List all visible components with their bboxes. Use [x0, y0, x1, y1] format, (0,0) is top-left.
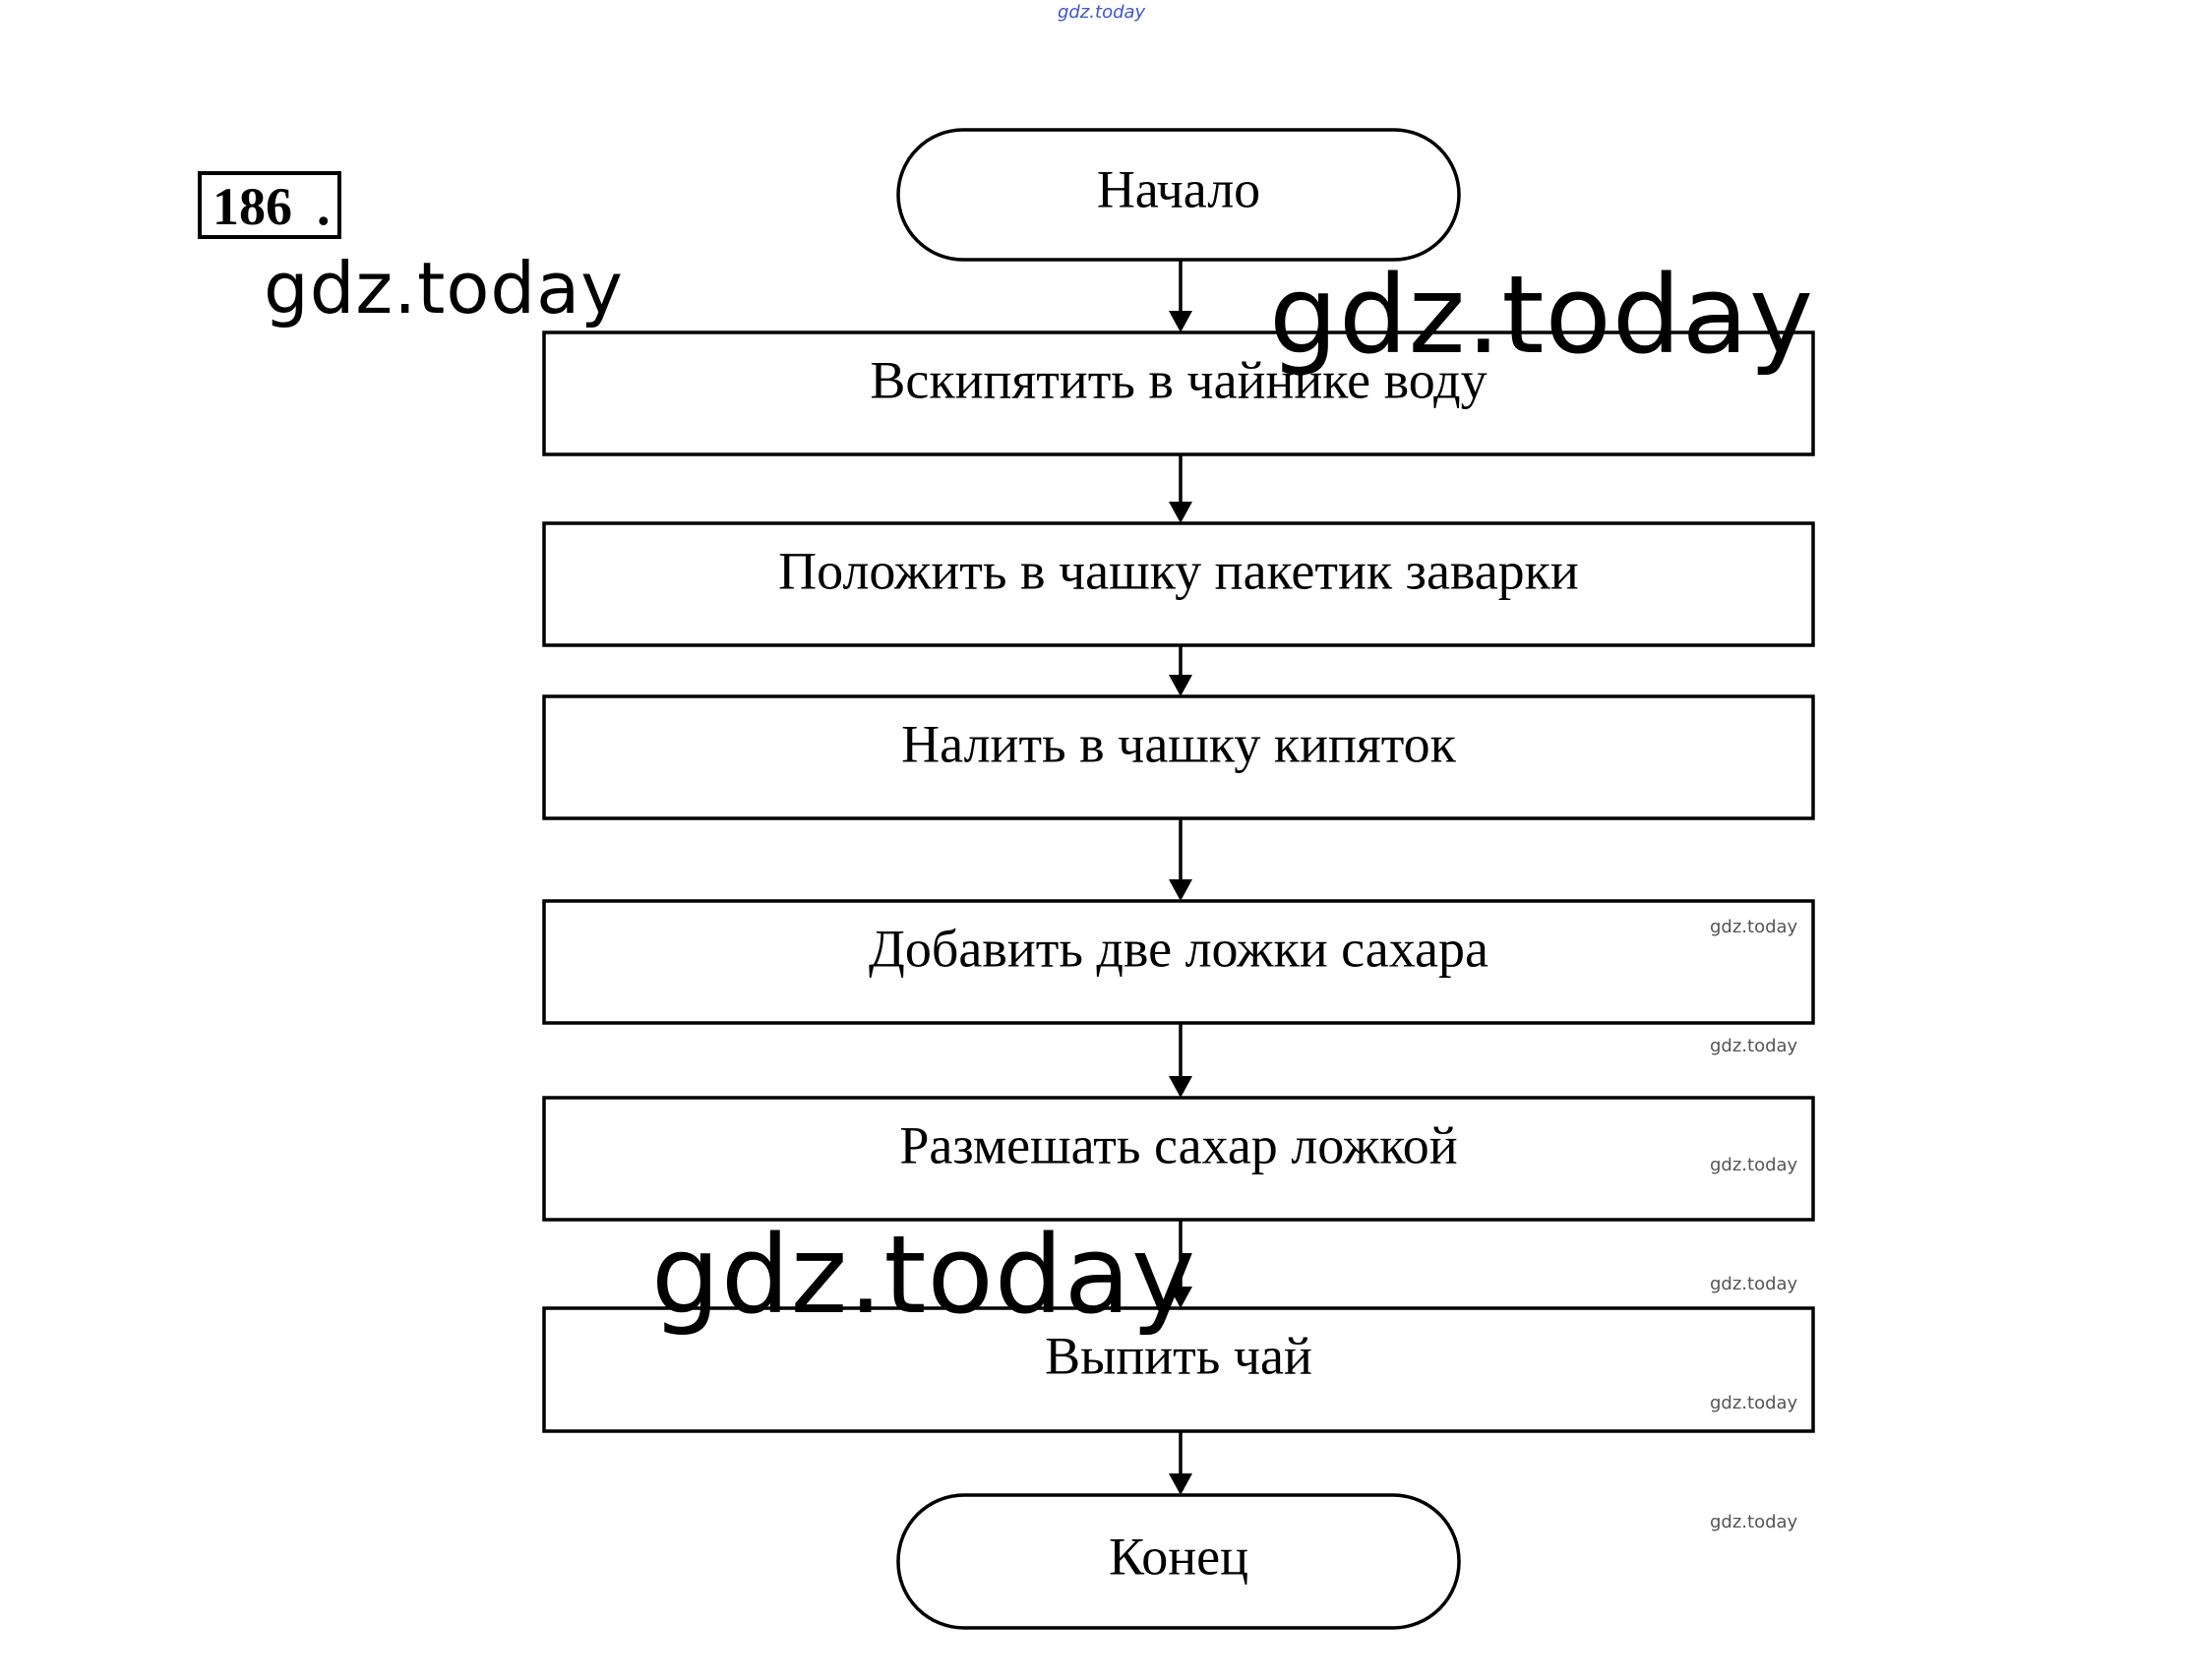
arrow-step-1-to-step-2	[1169, 454, 1192, 523]
process-step-2-label: Положить в чашку пакетик заварки	[778, 541, 1579, 601]
process-step-4-label: Добавить две ложки сахара	[869, 919, 1488, 979]
arrow-step-4-to-step-5	[1169, 1023, 1192, 1098]
process-step-4	[544, 901, 1813, 1023]
task-number-suffix: .	[317, 177, 331, 236]
watermark-small-5: gdz.today	[1710, 1393, 1798, 1413]
process-step-3-label: Налить в чашку кипяток	[901, 714, 1456, 774]
watermark-large-2: gdz.today	[1269, 252, 1815, 378]
watermark-small-2: gdz.today	[1710, 1036, 1798, 1056]
watermark-small-3: gdz.today	[1710, 1155, 1798, 1175]
watermark-small-4: gdz.today	[1710, 1274, 1798, 1294]
arrow-step-6-to-end	[1169, 1431, 1192, 1495]
arrow-start-to-step-1	[1169, 260, 1192, 332]
watermark-small-6: gdz.today	[1710, 1512, 1798, 1532]
end-label: Конец	[1108, 1527, 1249, 1587]
watermark-large-1: gdz.today	[264, 247, 624, 330]
start-label: Начало	[1096, 159, 1261, 219]
end-terminator	[898, 1495, 1459, 1628]
start-terminator	[898, 130, 1459, 260]
process-step-5-label: Размешать сахар ложкой	[899, 1115, 1458, 1175]
arrow-step-3-to-step-4	[1169, 818, 1192, 901]
task-number-badge	[200, 173, 339, 237]
arrow-step-2-to-step-3	[1169, 645, 1192, 696]
process-step-3	[544, 696, 1813, 818]
watermark-small-1: gdz.today	[1710, 917, 1798, 937]
watermark-large-3: gdz.today	[651, 1212, 1197, 1338]
process-step-1-label: Вскипятить в чайнике воду	[870, 350, 1488, 410]
process-step-6-label: Выпить чай	[1045, 1326, 1312, 1386]
process-step-5	[544, 1098, 1813, 1220]
process-step-2	[544, 523, 1813, 645]
watermark-top: gdz.today	[1058, 2, 1146, 23]
task-number: 186	[213, 177, 292, 236]
